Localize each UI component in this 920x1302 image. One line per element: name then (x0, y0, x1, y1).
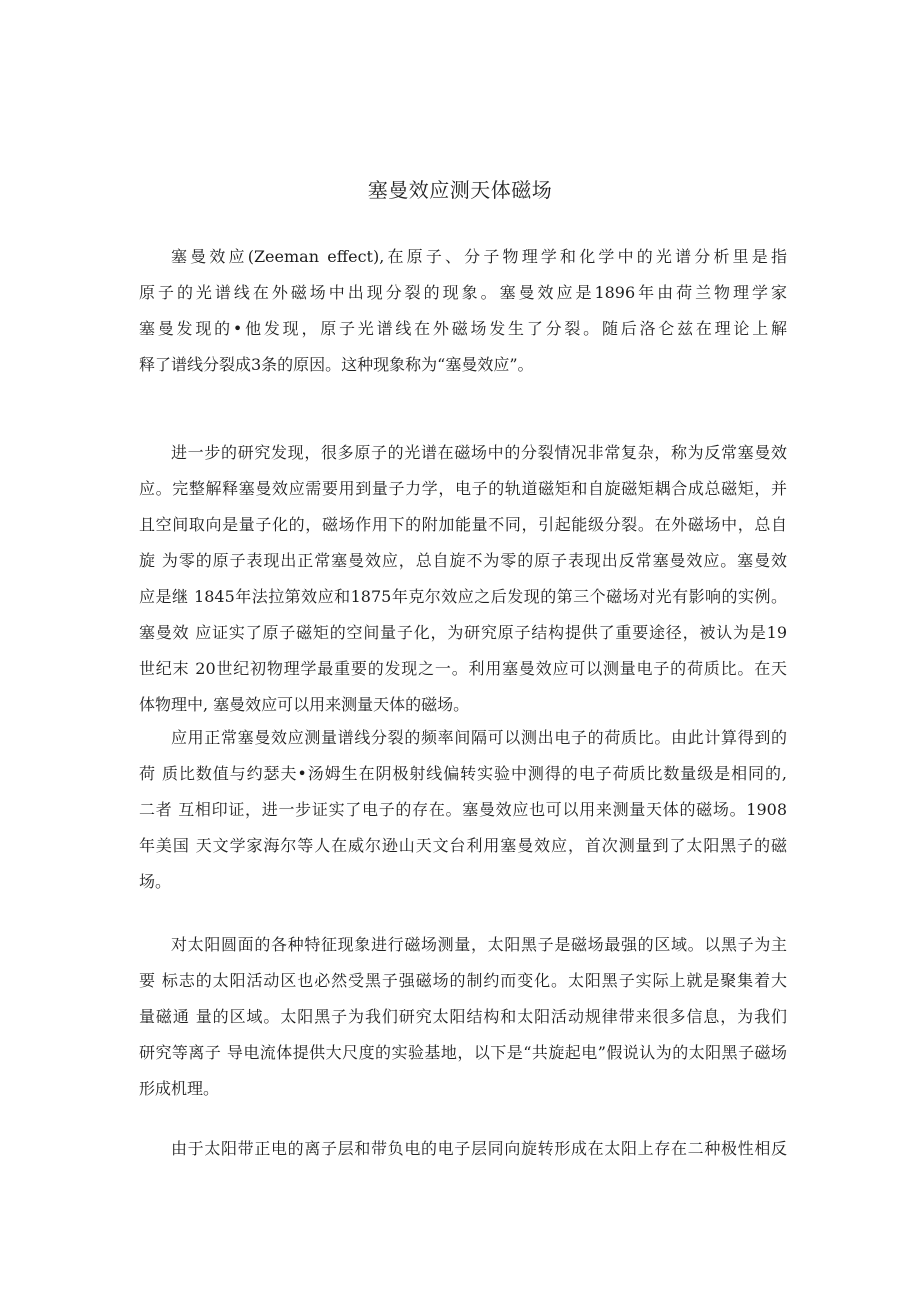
paragraph-zeeman-definition (139, 239, 787, 383)
text-line: 要 标志的太阳活动区也必然受黑子强磁场的制约而变化。太阳黑子实际上就是聚集着大 (139, 971, 787, 990)
text-line: 应是继 1845年法拉第效应和1875年克尔效应之后发现的第三个磁场对光有影响的实例。 (139, 587, 787, 606)
text-line: 且空间取向是量子化的，磁场作用下的附加能量不同，引起能级分裂。在外磁场中，总自 (139, 515, 787, 534)
paragraph-sunspot-field (139, 927, 787, 1107)
paragraph-corotation (139, 1131, 787, 1167)
text-line: 世纪末 20世纪初物理学最重要的发现之一。利用塞曼效应可以测量电子的荷质比。在天 (139, 659, 787, 678)
text-line: 量磁通 量的区域。太阳黑子为我们研究太阳结构和太阳活动规律带来很多信息，为我们 (139, 1007, 787, 1026)
text-line: 释了谱线分裂成3条的原因。这种现象称为“塞曼效应”。 (139, 355, 534, 374)
paragraph-anomalous-zeeman (139, 435, 787, 723)
document-title: 塞曼效应测天体磁场 (367, 178, 553, 202)
text-line: 塞曼效 应证实了原子磁矩的空间量子化，为研究原子结构提供了重要途径，被认为是19 (139, 623, 787, 642)
text-line: 塞曼效应(Zeeman effect),在原子、分子物理学和化学中的光谱分析里是指 (171, 247, 787, 266)
text-line: 应用正常塞曼效应测量谱线分裂的频率间隔可以测出电子的荷质比。由此计算得到的 (171, 728, 787, 747)
text-line: 由于太阳带正电的离子层和带负电的电子层同向旋转形成在太阳上存在二种极性相反 (171, 1139, 787, 1158)
text-line: 旋 为零的原子表现出正常塞曼效应，总自旋不为零的原子表现出反常塞曼效应。塞曼效 (139, 551, 787, 570)
text-line: 原子的光谱线在外磁场中出现分裂的现象。塞曼效应是1896年由荷兰物理学家 (139, 283, 787, 302)
text-line: 荷 质比数值与约瑟夫•汤姆生在阴极射线偏转实验中测得的电子荷质比数量级是相同的, (139, 764, 787, 783)
text-line: 塞曼发现的•他发现，原子光谱线在外磁场发生了分裂。随后洛仑兹在理论上解 (139, 319, 787, 338)
text-line: 研究等离子 导电流体提供大尺度的实验基地，以下是“共旋起电”假说认为的太阳黑子磁场 (139, 1043, 787, 1062)
text-line: 体物理中, 塞曼效应可以用来测量天体的磁场。 (139, 695, 470, 714)
paragraph-charge-mass-ratio (139, 720, 787, 900)
text-line: 场。 (139, 872, 172, 891)
text-line: 应。完整解释塞曼效应需要用到量子力学，电子的轨道磁矩和自旋磁矩耦合成总磁矩，并 (139, 479, 787, 498)
text-line: 对太阳圆面的各种特征现象进行磁场测量，太阳黑子是磁场最强的区域。以黑子为主 (171, 935, 787, 954)
text-line: 年美国 天文学家海尔等人在威尔逊山天文台利用塞曼效应，首次测量到了太阳黑子的磁 (139, 836, 787, 855)
text-line: 进一步的研究发现，很多原子的光谱在磁场中的分裂情况非常复杂，称为反常塞曼效 (171, 443, 787, 462)
text-line: 形成机理。 (139, 1079, 220, 1098)
text-line: 二者 互相印证，进一步证实了电子的存在。塞曼效应也可以用来测量天体的磁场。1908 (139, 800, 787, 819)
